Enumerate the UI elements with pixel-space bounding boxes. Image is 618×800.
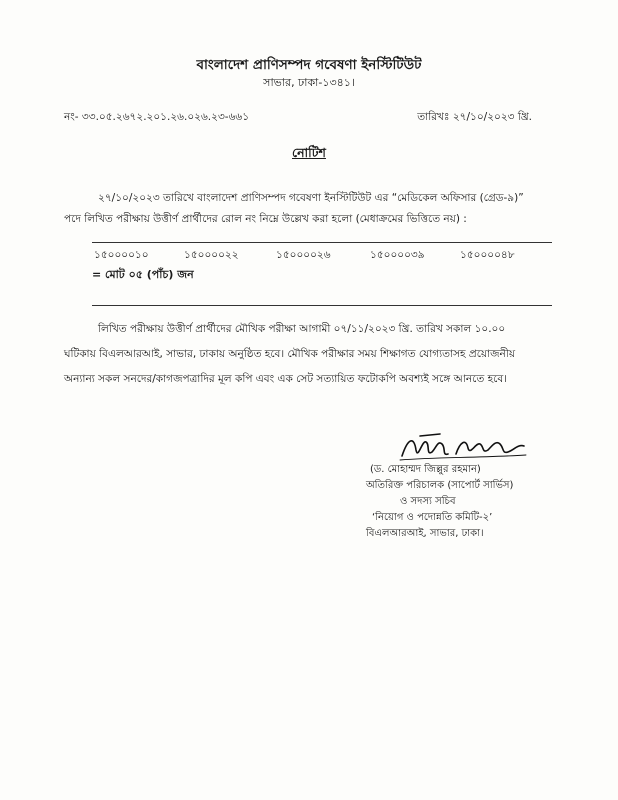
organization-address: সাভার, ঢাকা-১৩৪১। bbox=[263, 76, 355, 89]
viva-paragraph-line: ঘটিকায় বিএলআরআই, সাভার, ঢাকায় অনুষ্ঠিত হবে। মৌখিক পরীক্ষার সময় শিক্ষাগত যোগ্যতাসহ প্রয়োজনীয় bbox=[64, 348, 516, 360]
intro-paragraph-line: পদে লিখিত পরীক্ষায় উত্তীর্ণ প্রার্থীদের রোল নং নিম্নে উল্লেখ করা হলো (মেধাক্রমের ভিত্তিতে নয়) : bbox=[64, 213, 467, 225]
roll-number: ১৫০০০০৩৯ bbox=[370, 249, 425, 261]
signatory-role: ও সদস্য সচিব bbox=[400, 496, 456, 507]
intro-paragraph-line: ২৭/১০/২০২৩ তারিখে বাংলাদেশ প্রাণিসম্পদ গবেষণা ইনস্টিটিউট এর “মেডিকেল অফিসার (গ্রেড-৯)” bbox=[98, 192, 524, 204]
roll-list-top-divider bbox=[92, 242, 552, 243]
viva-paragraph-line: লিখিত পরীক্ষায় উত্তীর্ণ প্রার্থীদের মৌখিক পরীক্ষা আগামী ০৭/১১/২০২৩ খ্রি. তারিখ সকাল ১০.০০ bbox=[98, 323, 506, 335]
memo-date: তারিখঃ ২৭/১০/২০২৩ খ্রি. bbox=[417, 111, 532, 123]
handwritten-signature bbox=[396, 430, 532, 464]
signatory-designation: অতিরিক্ত পরিচালক (সাপোর্ট সার্ভিস) bbox=[366, 480, 514, 491]
signatory-committee: ‘নিয়োগ ও পদোন্নতি কমিটি-২’ bbox=[372, 512, 493, 523]
roll-number: ১৫০০০০৪৮ bbox=[460, 249, 515, 261]
signatory-name: (ড. মোহাম্মদ জিল্লুর রহমান) bbox=[370, 464, 481, 475]
memo-number: নং- ৩৩.০৫.২৬৭২.২০১.২৬.০২৬.২৩-৬৬১ bbox=[64, 111, 250, 123]
roll-list-bottom-divider bbox=[92, 305, 552, 306]
total-candidates: = মোট ০৫ (পাঁচ) জন bbox=[92, 268, 194, 281]
roll-number: ১৫০০০০২৬ bbox=[276, 249, 331, 261]
notice-title: নোটিশ bbox=[292, 145, 326, 160]
organization-name: বাংলাদেশ প্রাণিসম্পদ গবেষণা ইনস্টিটিউট bbox=[196, 57, 422, 73]
signatory-office: বিএলআরআই, সাভার, ঢাকা। bbox=[366, 528, 484, 539]
roll-number: ১৫০০০০১০ bbox=[94, 249, 149, 261]
viva-paragraph-line: অন্যান্য সকল সনদের/কাগজপত্রাদির মূল কপি এবং এক সেট সত্যায়িত ফটোকপি অবশ্যই সঙ্গে আনতে হবে। bbox=[64, 373, 507, 385]
roll-number: ১৫০০০০২২ bbox=[184, 249, 239, 261]
